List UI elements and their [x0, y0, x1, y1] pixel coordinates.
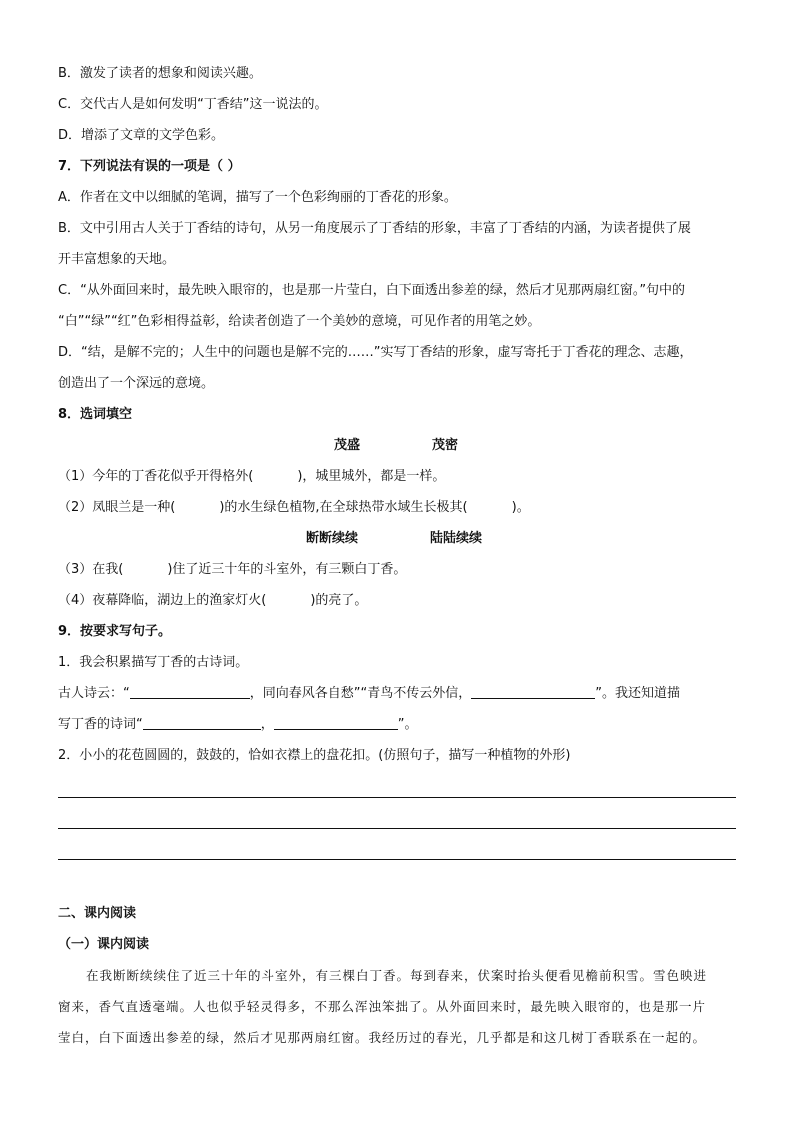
q7-option-c-line2: “白”“绿”“红”色彩相得益彰，给读者创造了一个美妙的意境，可见作者的用笔之妙。	[58, 314, 541, 329]
q7-option-d-line1: D．“结，是解不完的；人生中的问题也是解不完的……”实写丁香结的形象，虚写寄托于丁香花的理念、志趣，	[58, 345, 693, 360]
q8-title: 8．选词填空	[58, 407, 133, 422]
reading-paragraph-line-2: 窗来，香气直透毫端。人也似乎轻灵得多，不那么浑浊笨拙了。从外面回来时，最先映入眼帘的，也是那一片	[58, 999, 707, 1014]
q9-poem-line-2	[58, 715, 418, 735]
word-choice-lulu-xuxu: 陆陆续续	[430, 531, 483, 546]
word-choice-duanduanxuxu: 断断续续	[306, 531, 359, 546]
word-choice-maosheng: 茂盛	[334, 438, 361, 453]
q8-s1-text-post: )，城里城外，都是一样。	[297, 469, 446, 484]
q8-s3-text-pre: （3）在我(	[58, 562, 124, 577]
q9-poem-blank-4[interactable]	[274, 715, 398, 730]
q8-s2-text-mid: )的水生绿色植物,在全球热带水域生长极其(	[219, 500, 468, 515]
q9-l2-text-c: ”。	[397, 717, 418, 732]
q9-l1-text-b: ，同向春风各自愁”“青鸟不传云外信，	[249, 686, 472, 701]
q8-sentence-1	[58, 467, 445, 487]
q7-option-b-line2: 开丰富想象的天地。	[58, 252, 176, 267]
answer-line-1[interactable]	[58, 797, 736, 798]
q9-l2-text-a: 写丁香的诗词“	[58, 717, 143, 732]
q7-option-b-line1: B．文中引用古人关于丁香结的诗句，从另一角度展示了丁香结的形象，丰富了丁香结的内涵，为读者提供了展	[58, 221, 691, 236]
word-choice-maomi: 茂密	[432, 438, 459, 453]
q9-poem-line-1	[58, 684, 680, 704]
q8-s4-text-post: )的亮了。	[310, 593, 368, 608]
q9-poem-blank-2[interactable]	[471, 684, 595, 699]
q7-title: 7．下列说法有误的一项是（ ）	[58, 159, 241, 174]
q8-s1-text-pre: （1）今年的丁香花似乎开得格外(	[58, 469, 254, 484]
q7-option-d-line2: 创造出了一个深远的意境。	[58, 376, 215, 391]
q6-option-c: C．交代古人是如何发明“丁香结”这一说法的。	[58, 97, 328, 112]
reading-paragraph-line-1: 在我断断续续住了近三十年的斗室外，有三棵白丁香。每到春来，伏案时抬头便看见檐前积雪。雪色映进	[86, 968, 708, 983]
q9-title: 9．按要求写句子。	[58, 624, 172, 639]
q9-l1-text-a: 古人诗云：“	[58, 686, 130, 701]
answer-line-2[interactable]	[58, 828, 736, 829]
q9-poem-blank-1[interactable]	[130, 684, 250, 699]
q6-option-b: B．激发了读者的想象和阅读兴趣。	[58, 66, 262, 81]
q8-sentence-4	[58, 591, 367, 611]
q8-s2-text-post: )。	[511, 500, 530, 515]
q9-poem-blank-3[interactable]	[143, 715, 261, 730]
section-2-title: 二、课内阅读	[58, 906, 137, 921]
reading-paragraph-line-3: 莹白，白下面透出参差的绿，然后才见那两扇红窗。我经历过的春光，几乎都是和这几树丁香联系在一起的。	[58, 1030, 707, 1045]
q9-sub2: 2．小小的花苞圆圆的，鼓鼓的，恰如衣襟上的盘花扣。(仿照句子，描写一种植物的外形)	[58, 748, 571, 763]
q9-l2-text-b: ，	[260, 717, 274, 732]
q9-sub1: 1．我会积累描写丁香的古诗词。	[58, 655, 249, 670]
q8-sentence-2	[58, 498, 530, 518]
q9-l1-text-c: ”。我还知道描	[595, 686, 680, 701]
q8-s3-text-post: )住了近三十年的斗室外，有三颗白丁香。	[167, 562, 407, 577]
q6-option-d: D．增添了文章的文学色彩。	[58, 128, 225, 143]
q7-option-c-line1: C．“从外面回来时，最先映入眼帘的，也是那一片莹白，白下面透出参差的绿，然后才见那两扇红窗。”句中的	[58, 283, 686, 298]
q8-s2-text-pre: （2）凤眼兰是一种(	[58, 500, 176, 515]
answer-line-3[interactable]	[58, 859, 736, 860]
section-2-subtitle: （一）课内阅读	[58, 937, 150, 952]
q8-s4-text-pre: （4）夜幕降临，湖边上的渔家灯火(	[58, 593, 267, 608]
q8-sentence-3	[58, 560, 406, 580]
q7-option-a: A．作者在文中以细腻的笔调，描写了一个色彩绚丽的丁香花的形象。	[58, 190, 457, 205]
